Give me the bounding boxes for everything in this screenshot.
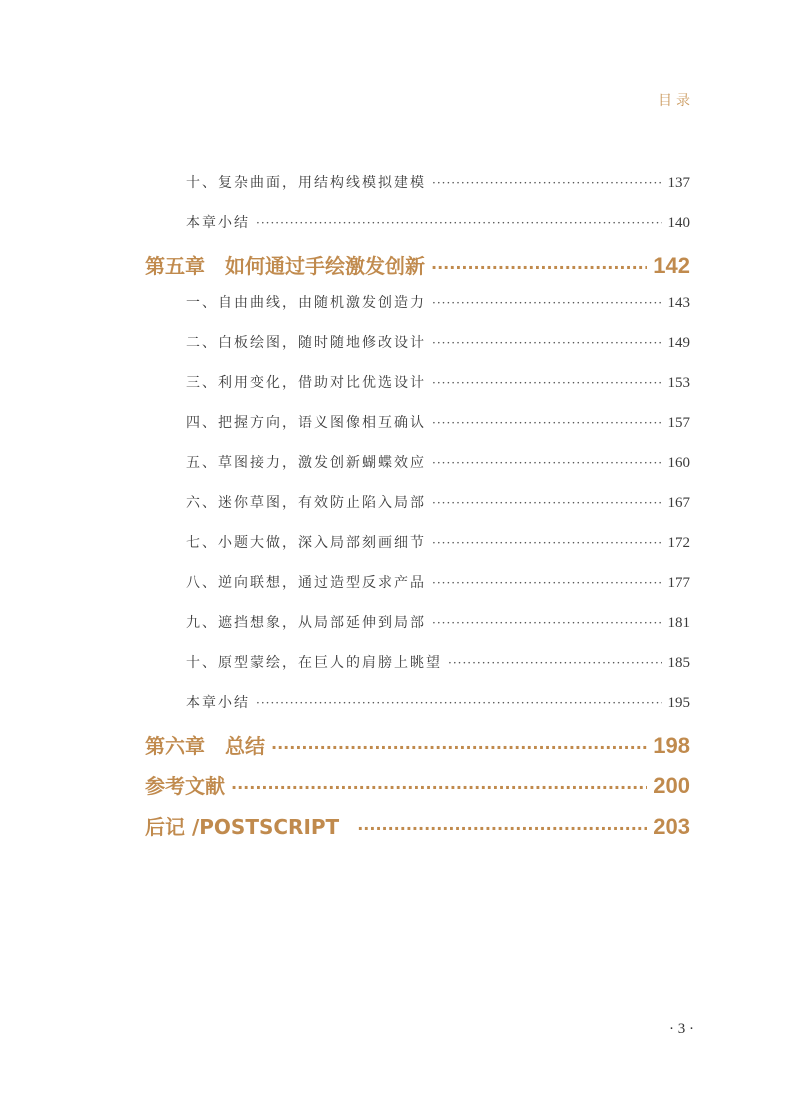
toc-entry-page: 177 (667, 575, 690, 591)
dot-leader (256, 216, 662, 230)
dot-leader (357, 819, 647, 838)
toc-entry[interactable] (186, 212, 690, 232)
toc-entry-label: 八、逆向联想，通过造型反求产品 (186, 575, 426, 591)
toc-entry-label: 一、自由曲线，由随机激发创造力 (186, 295, 426, 311)
toc-entry[interactable] (186, 372, 690, 392)
dot-leader (432, 296, 662, 310)
toc-entry[interactable] (186, 332, 690, 352)
toc-chapter-entry[interactable] (145, 250, 690, 279)
dot-leader (432, 536, 662, 550)
toc-chapter-page: 203 (653, 814, 690, 839)
toc-entry[interactable] (186, 412, 690, 432)
toc-chapter-page: 142 (653, 253, 690, 278)
toc-entry-page: 140 (667, 215, 690, 231)
toc-chapter-page: 198 (653, 733, 690, 758)
toc-entry-page: 172 (667, 535, 690, 551)
toc-entry-page: 181 (667, 615, 690, 631)
toc-entry[interactable] (186, 532, 690, 552)
toc-entry-label: 本章小结 (186, 215, 250, 231)
toc-entry[interactable] (186, 572, 690, 592)
toc-entry-page: 157 (667, 415, 690, 431)
toc-entry-page: 137 (667, 175, 690, 191)
dot-leader (432, 496, 662, 510)
toc-entry-label: 六、迷你草图，有效防止陷入局部 (186, 495, 426, 511)
toc-entry[interactable] (186, 452, 690, 472)
toc-chapter-page: 200 (653, 773, 690, 798)
dot-leader (231, 778, 647, 797)
toc-entry[interactable] (186, 652, 690, 672)
page-number: · 3 · (669, 1021, 694, 1037)
toc-entry[interactable] (186, 172, 690, 192)
toc-entry-label: 四、把握方向，语义图像相互确认 (186, 415, 426, 431)
toc-entry-label: 九、遮挡想象，从局部延伸到局部 (186, 615, 426, 631)
dot-leader (432, 376, 662, 390)
toc-entry-page: 160 (667, 455, 690, 471)
toc-entry-label: 本章小结 (186, 695, 250, 711)
toc-chapter-label: 后记 /POSTSCRIPT (145, 815, 340, 839)
dot-leader (432, 336, 662, 350)
toc-chapter-entry[interactable] (145, 770, 690, 799)
toc-entry-label: 十、原型蒙绘，在巨人的肩膀上眺望 (186, 655, 442, 671)
toc-entry[interactable] (186, 612, 690, 632)
toc-entry-page: 167 (667, 495, 690, 511)
dot-leader (431, 258, 647, 277)
dot-leader (432, 416, 662, 430)
page-header-title: 目录 (658, 93, 694, 109)
toc-chapter-entry[interactable] (145, 811, 690, 840)
toc-chapter-label: 第六章 总结 (145, 734, 265, 758)
toc-entry-page: 185 (667, 655, 690, 671)
dot-leader (432, 176, 662, 190)
toc-entry-label: 七、小题大做，深入局部刻画细节 (186, 535, 426, 551)
toc-chapter-entry[interactable] (145, 730, 690, 759)
dot-leader (432, 616, 662, 630)
toc-entry[interactable] (186, 292, 690, 312)
dot-leader (271, 738, 647, 757)
dot-leader (432, 456, 662, 470)
dot-leader (448, 656, 662, 670)
dot-leader (256, 696, 662, 710)
toc-chapter-label: 第五章 如何通过手绘激发创新 (145, 254, 425, 278)
toc-entry-page: 153 (667, 375, 690, 391)
toc-entry-page: 195 (667, 695, 690, 711)
dot-leader (432, 576, 662, 590)
toc-entry-label: 二、白板绘图，随时随地修改设计 (186, 335, 426, 351)
toc-entry-page: 149 (667, 335, 690, 351)
toc-entry-label: 十、复杂曲面，用结构线模拟建模 (186, 175, 426, 191)
toc-entry-label: 三、利用变化，借助对比优选设计 (186, 375, 426, 391)
toc-chapter-label: 参考文献 (145, 774, 225, 798)
toc-entry[interactable] (186, 692, 690, 712)
toc-entry[interactable] (186, 492, 690, 512)
toc-entry-label: 五、草图接力，激发创新蝴蝶效应 (186, 455, 426, 471)
toc-entry-page: 143 (667, 295, 690, 311)
